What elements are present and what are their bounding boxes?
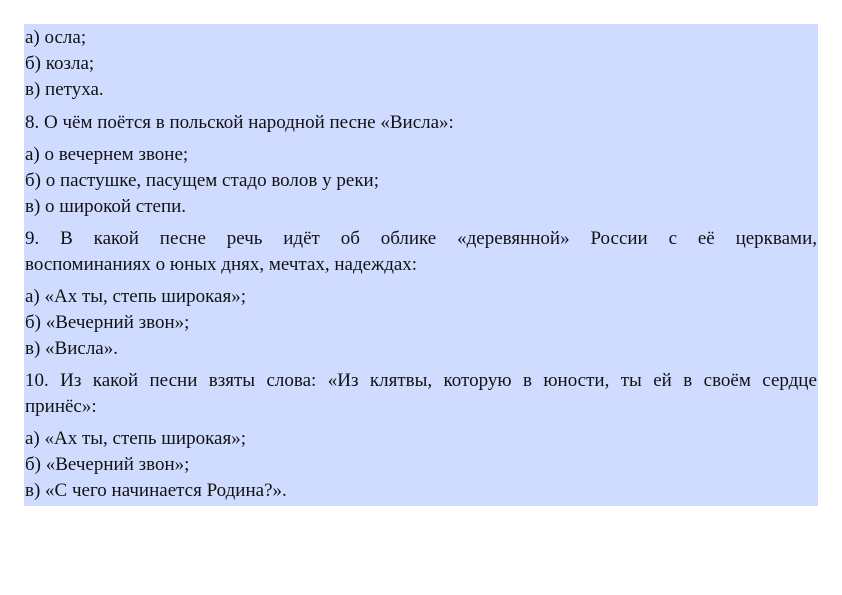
q9-word: церквами, — [735, 228, 817, 249]
q9-word: речь — [226, 228, 263, 249]
q10-option-c: в) «С чего начинается Родина?». — [25, 480, 287, 501]
q8-question: 8. О чём поётся в польской народной песне «Висла»: — [25, 112, 454, 133]
q9-option-c: в) «Висла». — [25, 338, 118, 359]
q9-question-line2: воспоминаниях о юных днях, мечтах, надеждах: — [25, 254, 418, 275]
q10-word: клятвы, — [369, 370, 433, 391]
quiz-text-panel — [24, 24, 818, 506]
q7-option-b: б) козла; — [25, 53, 95, 74]
q9-word: об — [340, 228, 360, 249]
q10-word: в — [683, 370, 693, 391]
q10-word: «Из — [327, 370, 359, 391]
q10-word: 10. — [25, 370, 49, 391]
q10-question-line1 — [25, 369, 817, 393]
q9-word: песне — [159, 228, 206, 249]
q10-option-b: б) «Вечерний звон»; — [25, 454, 190, 475]
q10-word: ей — [653, 370, 672, 391]
q8-option-b: б) о пастушке, пасущем стадо волов у реки; — [25, 170, 379, 191]
q9-question-line1 — [25, 227, 817, 251]
q9-word: В — [60, 228, 73, 249]
q10-word: которую — [443, 370, 512, 391]
q8-option-a: а) о вечернем звоне; — [25, 144, 189, 165]
q10-word: песни — [149, 370, 198, 391]
q10-word: взяты — [208, 370, 256, 391]
q9-option-a: а) «Ах ты, степь широкая»; — [25, 286, 246, 307]
q10-word: слова: — [266, 370, 317, 391]
q9-word: какой — [93, 228, 139, 249]
q9-word: с — [668, 228, 677, 249]
q10-word: в — [522, 370, 532, 391]
q9-option-b: б) «Вечерний звон»; — [25, 312, 190, 333]
q10-question-line2: принёс»: — [25, 396, 97, 417]
q10-word: ты — [620, 370, 642, 391]
q9-word: 9. — [25, 228, 40, 249]
q9-word: «деревянной» — [457, 228, 570, 249]
q10-word: юности, — [543, 370, 610, 391]
q8-option-c: в) о широкой степи. — [25, 196, 187, 217]
q10-word: Из — [60, 370, 82, 391]
q9-word: облике — [380, 228, 437, 249]
q9-word: её — [697, 228, 715, 249]
q10-word: сердце — [762, 370, 817, 391]
q7-option-c: в) петуха. — [25, 79, 104, 100]
q10-option-a: а) «Ах ты, степь широкая»; — [25, 428, 246, 449]
q10-word: своём — [703, 370, 751, 391]
q9-word: России — [590, 228, 648, 249]
q7-option-a: а) осла; — [25, 27, 87, 48]
q10-word: какой — [92, 370, 139, 391]
q9-word: идёт — [283, 228, 320, 249]
